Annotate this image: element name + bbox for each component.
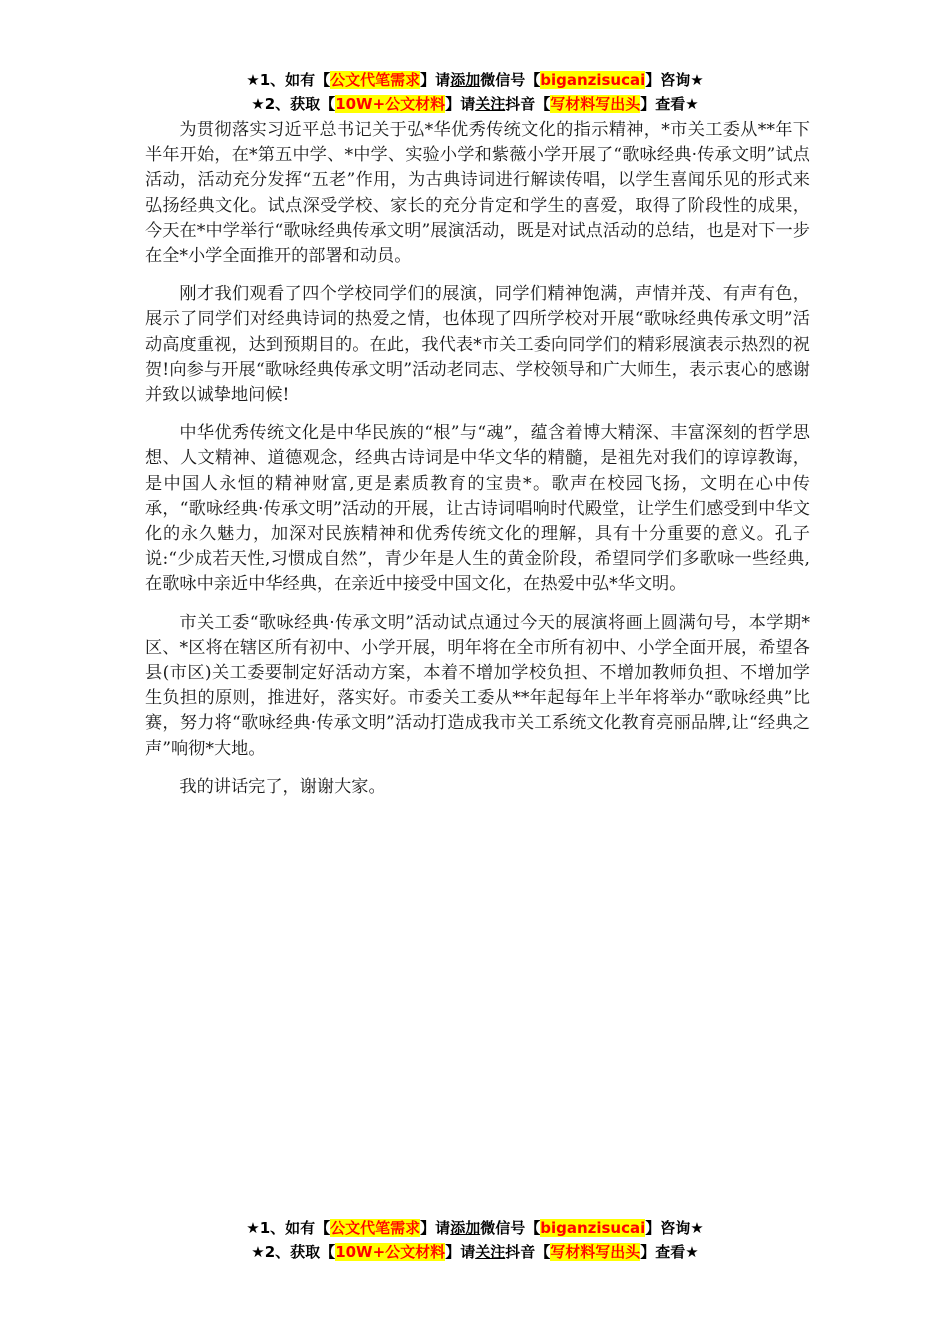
promo-banner-bottom — [0, 1216, 950, 1264]
promo-line-2 — [0, 92, 950, 116]
underlined-keyword: 关注 — [475, 1243, 506, 1261]
wechat-id: biganzisucai — [540, 1219, 646, 1237]
highlighted-keyword: 10W+公文材料 — [335, 95, 446, 113]
promo-text: 】咨询★ — [645, 1219, 704, 1237]
highlighted-keyword: 10W+公文材料 — [335, 1243, 446, 1261]
underlined-keyword: 添加 — [450, 71, 481, 89]
promo-text: ★2、获取【 — [251, 1243, 336, 1261]
document-body — [145, 118, 810, 813]
body-paragraph: 市关工委“歌咏经典·传承文明”活动试点通过今天的展演将画上圆满句号，本学期*区、*区将在辖区所有初中、小学开展，明年将在全市所有初中、小学全面开展，希望各县(市区)关工委要制定好活动方案，本着不增加学校负担、不增加教师负担、不增加学生负担的原则，推进好，落实好。市委关工委从**年起每年上半年将举办“歌咏经典”比赛，努力将“歌咏经典·传承文明”活动打造成我市关工系统文化教育亮丽品牌,让“经典之声”响彻*大地。 — [145, 612, 810, 759]
douyin-account: 写材料写出头 — [550, 95, 641, 113]
highlighted-keyword: 公文代笔需求 — [330, 71, 421, 89]
closing-paragraph: 我的讲话完了，谢谢大家。 — [179, 776, 386, 797]
wechat-id: biganzisucai — [540, 71, 646, 89]
promo-text: 】咨询★ — [645, 71, 704, 89]
promo-text: 】查看★ — [640, 1243, 699, 1261]
promo-line-2 — [0, 1240, 950, 1264]
promo-text: 】请 — [445, 1243, 476, 1261]
promo-text: ★2、获取【 — [251, 95, 336, 113]
douyin-account: 写材料写出头 — [550, 1243, 641, 1261]
promo-text: 微信号【 — [480, 1219, 541, 1237]
promo-text: ★1、如有【 — [246, 1219, 331, 1237]
underlined-keyword: 关注 — [475, 95, 506, 113]
promo-text: 】查看★ — [640, 95, 699, 113]
body-paragraph: 为贯彻落实习近平总书记关于弘*华优秀传统文化的指示精神，*市关工委从**年下半年开始，在*第五中学、*中学、实验小学和紫薇小学开展了“歌咏经典·传承文明”试点活动，活动充分发挥“五老”作用，为古典诗词进行解读传唱，以学生喜闻乐见的形式来弘扬经典文化。试点深受学校、家长的充分肯定和学生的喜爱，取得了阶段性的成果，今天在*中学举行“歌咏经典传承文明”展演活动，既是对试点活动的总结，也是对下一步在全*小学全面推开的部署和动员。 — [145, 120, 810, 267]
promo-line-1 — [0, 68, 950, 92]
promo-text: 微信号【 — [480, 71, 541, 89]
underlined-keyword: 添加 — [450, 1219, 481, 1237]
body-paragraph: 刚才我们观看了四个学校同学们的展演，同学们精神饱满，声情并茂、有声有色，展示了同学们对经典诗词的热爱之情，也体现了四所学校对开展“歌咏经典传承文明”活动高度重视，达到预期目的。在此，我代表*市关工委向同学们的精彩展演表示热烈的祝贺!向参与开展“歌咏经典传承文明”活动老同志、学校领导和广大师生，表示衷心的感谢并致以诚挚地问候! — [145, 284, 810, 406]
promo-text: 】请 — [445, 95, 476, 113]
promo-text: 抖音【 — [505, 1243, 551, 1261]
promo-text: 抖音【 — [505, 95, 551, 113]
promo-text: 】请 — [420, 71, 451, 89]
highlighted-keyword: 公文代笔需求 — [330, 1219, 421, 1237]
body-paragraph: 中华优秀传统文化是中华民族的“根”与“魂”，蕴含着博大精深、丰富深刻的哲学思想、人文精神、道德观念，经典古诗词是中华文华的精髓，是祖先对我们的谆谆教诲，是中国人永恒的精神财富,更是素质教育的宝贵*。歌声在校园飞扬，文明在心中传承，“歌咏经典·传承文明”活动的开展，让古诗词唱响时代殿堂，让学生们感受到中华文化的永久魅力，加深对民族精神和优秀传统文化的理解，具有十分重要的意义。孔子说:“少成若天性,习惯成自然”，青少年是人生的黄金阶段，希望同学们多歌咏一些经典,在歌咏中亲近中华经典，在亲近中接受中国文化，在热爱中弘*华文明。 — [145, 423, 810, 595]
promo-text: 】请 — [420, 1219, 451, 1237]
promo-banner-top — [0, 68, 950, 116]
promo-text: ★1、如有【 — [246, 71, 331, 89]
promo-line-1 — [0, 1216, 950, 1240]
